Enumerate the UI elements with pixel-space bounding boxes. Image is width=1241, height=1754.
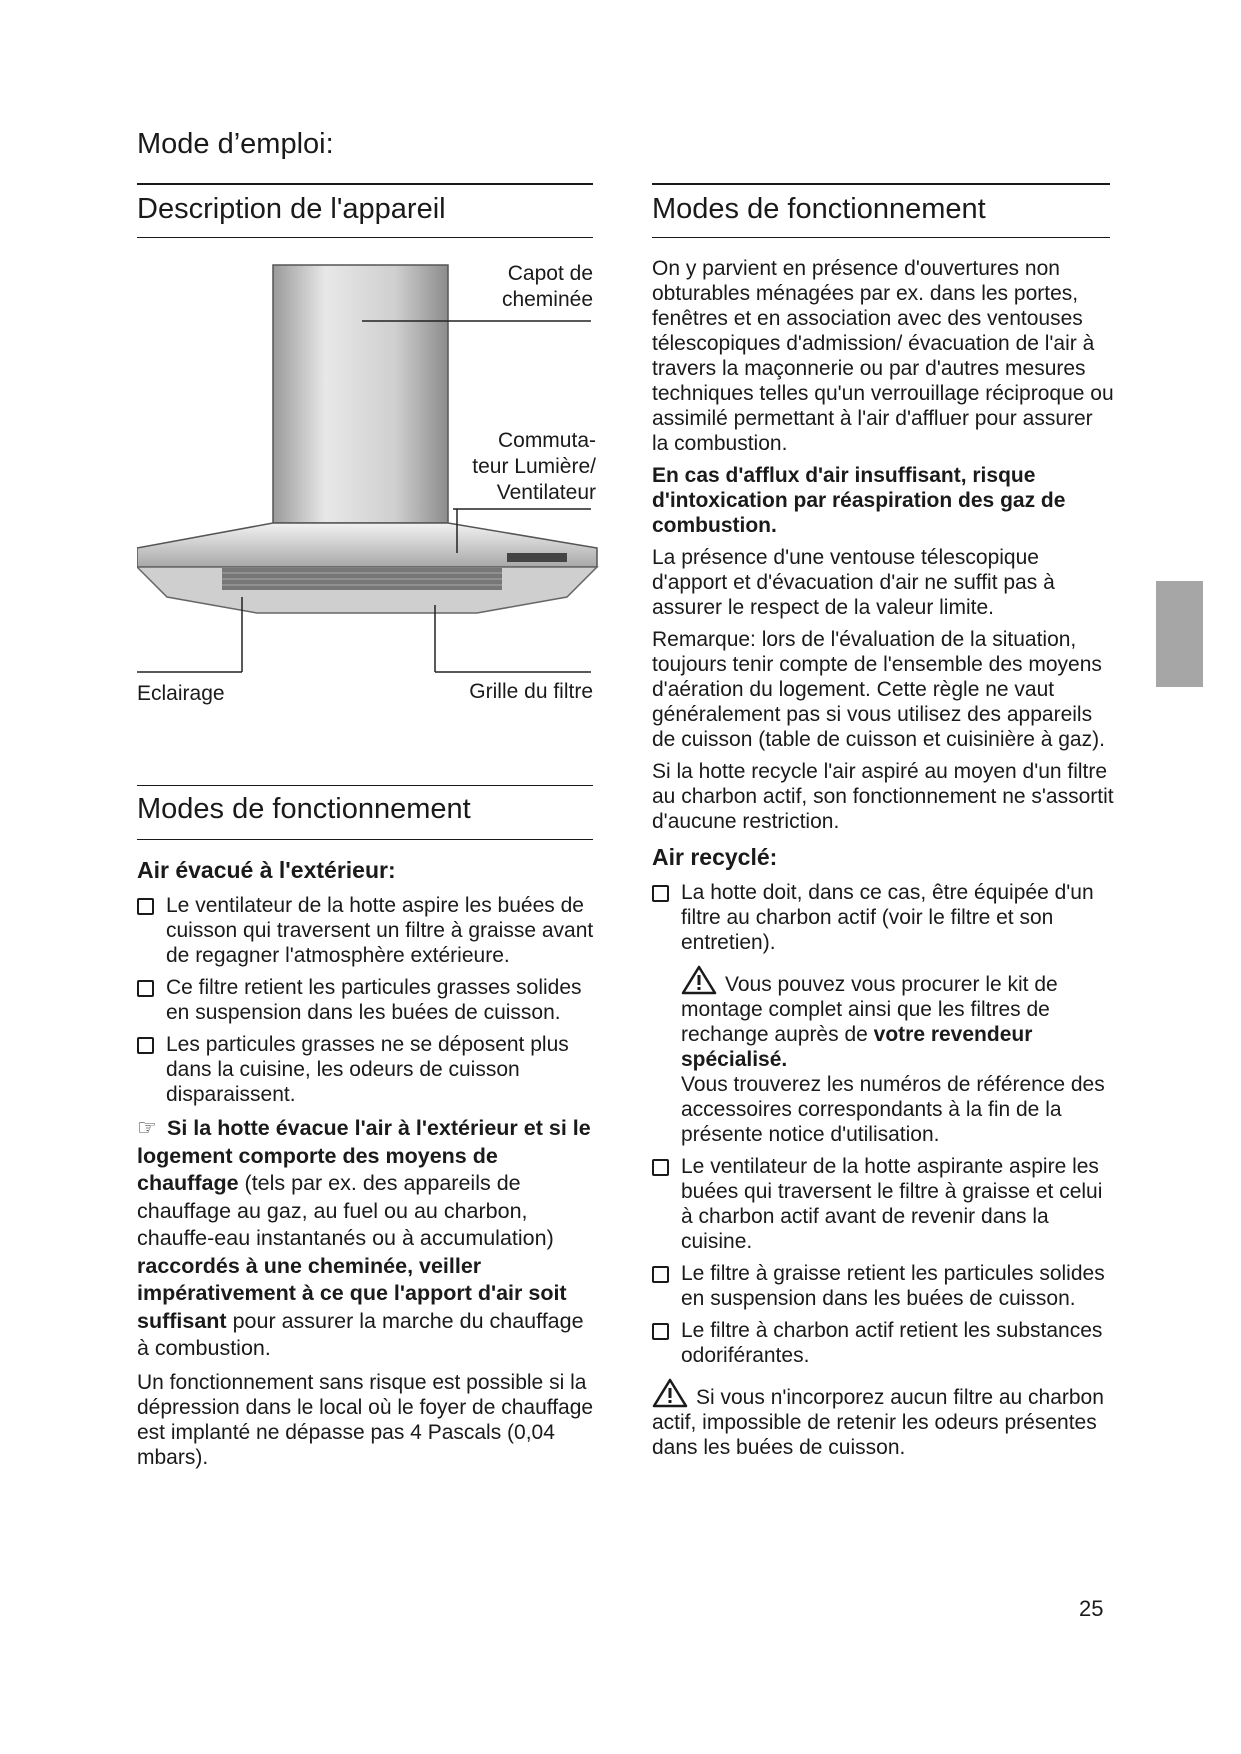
left-column-text (137, 854, 595, 1477)
paragraph: On y parvient en présence d'ouvertures non obturables ménagées par ex. dans les portes, fenêtres et en association avec des ventouses télescopiques d'admission/ évacuation de l'air à travers la maçonnerie ou par d'autres mesures techniques telles qu'un verrouillage réciproque ou assimilé permettant à l'air d'affluer pour assurer la combustion. (652, 257, 1114, 455)
list-item: Le ventilateur de la hotte aspirante aspire les buées qui traversent le filtre à graisse et celui à charbon actif avant de revenir dans la cuisine. (652, 1154, 1114, 1254)
right-column-text (652, 256, 1114, 1467)
modes-title-left: Modes de fonctionnement (137, 793, 471, 825)
divider (652, 237, 1110, 238)
checkbox-icon (137, 1037, 154, 1054)
section-tab-marker (1156, 581, 1203, 687)
label-capot: Capot de cheminée (501, 262, 593, 311)
label-commutateur: Commuta- teur Lumière/ Ventilateur (472, 429, 596, 504)
list-item: Le filtre à charbon actif retient les substances odoriférantes. (652, 1318, 1114, 1368)
label-grille: Grille du filtre (469, 680, 593, 703)
checkbox-icon (137, 898, 154, 915)
paragraph: La présence d'une ventouse télescopique d'apport et d'évacuation d'air ne suffit pas à assurer le respect de la valeur limite. (652, 546, 1055, 619)
list-item: La hotte doit, dans ce cas, être équipée d'un filtre au charbon actif (voir le filtre et son entretien). (652, 880, 1114, 955)
modes-title-right: Modes de fonctionnement (652, 193, 986, 225)
air-evacue-title: Air évacué à l'extérieur: (137, 857, 396, 883)
page-number: 25 (1079, 1596, 1104, 1621)
list-item: Le filtre à graisse retient les particules solides en suspension dans les buées de cuisson. (652, 1261, 1114, 1311)
list-item: Le ventilateur de la hotte aspire les buées de cuisson qui traversent un filtre à graisse avant de regagner l'atmosphère extérieure. (137, 893, 595, 968)
warning-icon (681, 965, 717, 995)
page-title: Mode d’emploi: (137, 128, 334, 160)
warning-icon (652, 1378, 688, 1408)
divider (137, 237, 593, 238)
warning-paragraph: En cas d'afflux d'air insuffisant, risque d'intoxication par réaspiration des gaz de combustion. (652, 464, 1066, 537)
checkbox-icon (137, 980, 154, 997)
notice-paragraph: ☞ Si la hotte évacue l'air à l'extérieur et si le logement comporte des moyens de chauffage (tels par ex. des appareils de chauffage au gaz, au fuel ou au charbon, chauffe-eau instantanés ou à accumulation) raccordés à une cheminée, veiller impérativement à ce que l'apport d'air soit suffisant pour assurer la marche du chauffage à combustion. (137, 1115, 591, 1360)
pointing-hand-icon: ☞ (137, 1115, 157, 1140)
paragraph: Remarque: lors de l'évaluation de la situation, toujours tenir compte de l'ensemble des moyens d'aération du logement. Cette règle ne vaut généralement pas si vous utilisez des appareils de cuisson (table de cuisson et cuisinière à gaz). (652, 628, 1105, 751)
checkbox-icon (652, 885, 669, 902)
divider (137, 183, 593, 185)
checkbox-icon (652, 1266, 669, 1283)
closing-paragraph: Un fonctionnement sans risque est possible si la dépression dans le local où le foyer de chauffage est implanté ne dépasse pas 4 Pascals (0,04 mbars). (137, 1370, 594, 1469)
divider (652, 183, 1110, 185)
checkbox-icon (652, 1159, 669, 1176)
divider (137, 839, 593, 840)
description-title: Description de l'appareil (137, 193, 446, 225)
warning-note: Si vous n'incorporez aucun filtre au charbon actif, impossible de retenir les odeurs présentes dans les buées de cuisson. (652, 1378, 1114, 1460)
warning-note: Vous pouvez vous procurer le kit de montage complet ainsi que les filtres de rechange auprès de votre revendeur spécialisé. Vous trouverez les numéros de référence des accessoires correspondants à la fin de la présente notice d'utilisation. (652, 965, 1114, 1147)
divider (137, 785, 593, 786)
list-item: Les particules grasses ne se déposent plus dans la cuisine, les odeurs de cuisson disparaissent. (137, 1032, 595, 1107)
label-eclairage: Eclairage (137, 682, 225, 705)
checkbox-icon (652, 1323, 669, 1340)
list-item: Ce filtre retient les particules grasses solides en suspension dans les buées de cuisson. (137, 975, 595, 1025)
air-recycle-title: Air recyclé: (652, 844, 778, 870)
paragraph: Si la hotte recycle l'air aspiré au moyen d'un filtre au charbon actif, son fonctionnement ne s'assortit d'aucune restriction. (652, 760, 1114, 833)
